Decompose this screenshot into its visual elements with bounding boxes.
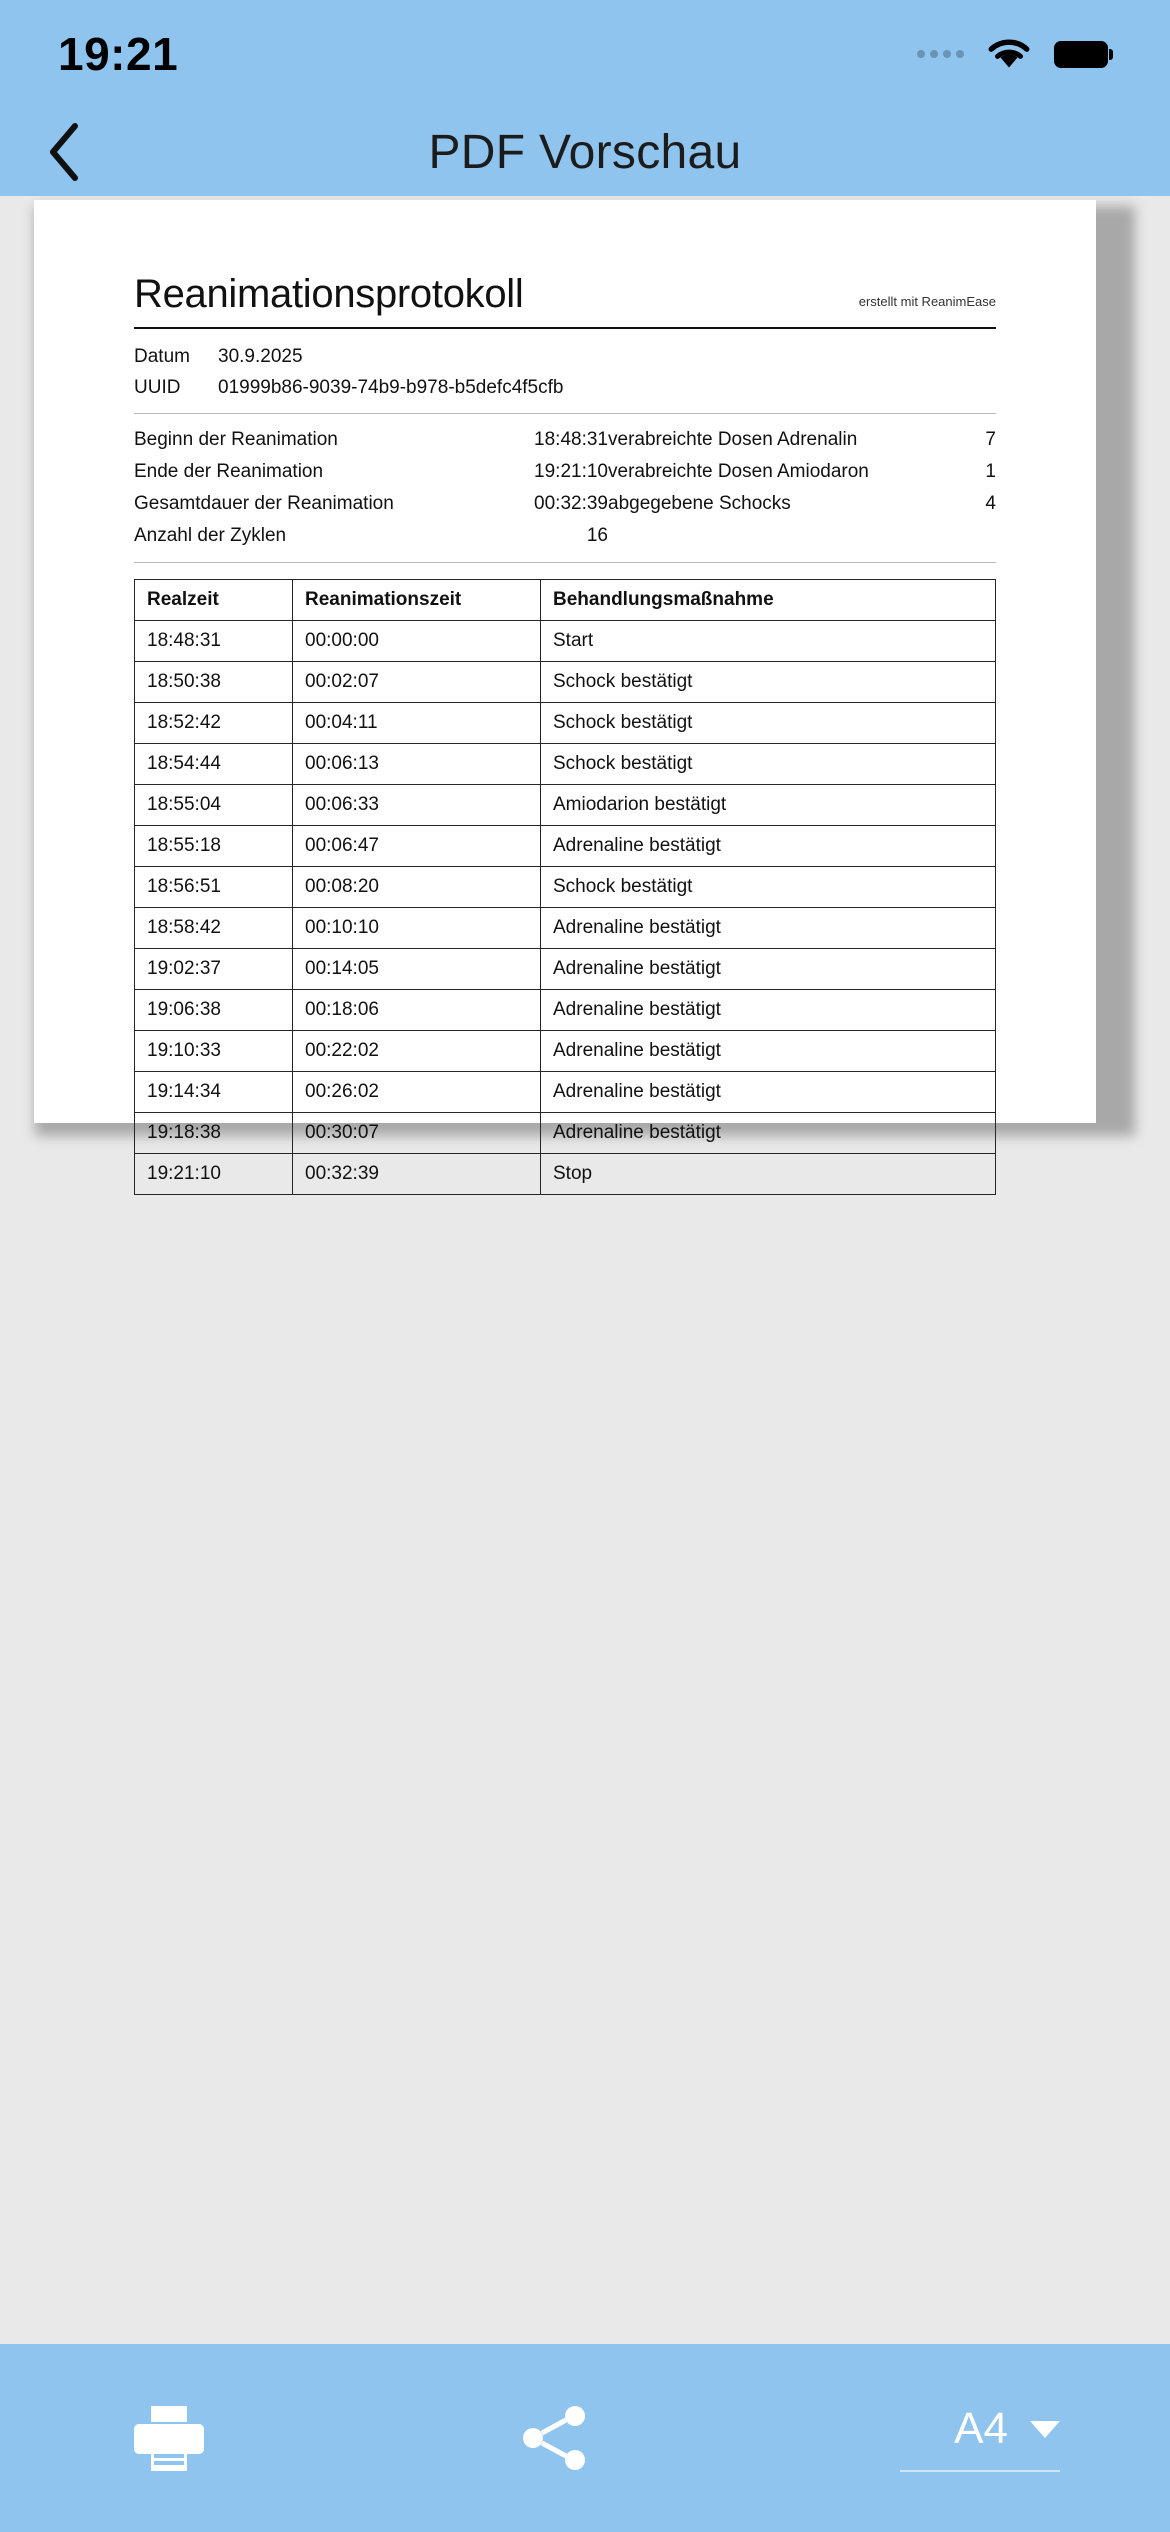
paper-size-selector[interactable] (900, 2404, 1060, 2472)
cell-realzeit: 18:48:31 (135, 621, 293, 662)
cell-reanimationszeit: 00:30:07 (293, 1113, 541, 1154)
wifi-icon (986, 37, 1032, 71)
summary-label: verabreichte Dosen Adrenalin (608, 429, 858, 450)
cell-massnahme: Adrenaline bestätigt (541, 1113, 996, 1154)
title-divider (134, 327, 996, 329)
back-button[interactable] (30, 117, 100, 187)
meta-label: Datum (134, 346, 190, 367)
table-row (135, 662, 996, 703)
summary-line (608, 456, 996, 488)
navigation-bar (0, 108, 1170, 196)
meta-value: 30.9.2025 (218, 346, 303, 367)
summary-block (134, 424, 996, 552)
summary-line (608, 424, 996, 456)
paper-size-label: A4 (954, 2404, 1008, 2453)
meta-row (134, 372, 996, 403)
cell-realzeit: 18:54:44 (135, 744, 293, 785)
cell-realzeit: 19:06:38 (135, 990, 293, 1031)
cell-reanimationszeit: 00:32:39 (293, 1154, 541, 1195)
status-bar (0, 0, 1170, 108)
table-row (135, 949, 996, 990)
summary-label: abgegebene Schocks (608, 493, 791, 514)
summary-value: 19:21:10 (534, 461, 608, 482)
cell-realzeit: 19:02:37 (135, 949, 293, 990)
caret-down-icon (1030, 2421, 1060, 2438)
cell-reanimationszeit: 00:22:02 (293, 1031, 541, 1072)
summary-value: 4 (985, 493, 996, 514)
print-button[interactable] (130, 2402, 208, 2474)
meta-divider (134, 413, 996, 414)
cell-massnahme: Schock bestätigt (541, 662, 996, 703)
status-indicators (917, 37, 1108, 71)
summary-label: Gesamtdauer der Reanimation (134, 493, 394, 514)
summary-line (608, 488, 996, 520)
table-row (135, 1113, 996, 1154)
table-body (135, 621, 996, 1195)
pdf-preview-area[interactable] (0, 196, 1170, 2344)
cell-realzeit: 18:55:18 (135, 826, 293, 867)
cell-realzeit: 18:50:38 (135, 662, 293, 703)
cell-reanimationszeit: 00:04:11 (293, 703, 541, 744)
summary-value: 18:48:31 (534, 429, 608, 450)
cell-massnahme: Amiodarion bestätigt (541, 785, 996, 826)
summary-line (134, 520, 608, 552)
table-row (135, 908, 996, 949)
cell-reanimationszeit: 00:08:20 (293, 867, 541, 908)
cell-massnahme: Adrenaline bestätigt (541, 1031, 996, 1072)
cell-reanimationszeit: 00:26:02 (293, 1072, 541, 1113)
cell-realzeit: 19:10:33 (135, 1031, 293, 1072)
cell-reanimationszeit: 00:00:00 (293, 621, 541, 662)
cell-massnahme: Adrenaline bestätigt (541, 826, 996, 867)
printer-icon (130, 2402, 208, 2474)
share-icon (516, 2400, 592, 2476)
document-title: Reanimationsprotokoll (134, 272, 524, 316)
cell-reanimationszeit: 00:18:06 (293, 990, 541, 1031)
table-row (135, 744, 996, 785)
cell-massnahme: Schock bestätigt (541, 744, 996, 785)
table-row (135, 867, 996, 908)
cell-reanimationszeit: 00:02:07 (293, 662, 541, 703)
column-header-realzeit: Realzeit (135, 580, 293, 621)
cell-realzeit: 19:21:10 (135, 1154, 293, 1195)
chevron-left-icon (45, 121, 85, 183)
cell-realzeit: 19:18:38 (135, 1113, 293, 1154)
cell-reanimationszeit: 00:06:33 (293, 785, 541, 826)
cell-realzeit: 18:56:51 (135, 867, 293, 908)
table-row (135, 1072, 996, 1113)
bottom-toolbar (0, 2344, 1170, 2532)
cell-realzeit: 19:14:34 (135, 1072, 293, 1113)
battery-full-icon (1054, 41, 1108, 68)
cell-massnahme: Adrenaline bestätigt (541, 990, 996, 1031)
cell-reanimationszeit: 00:06:13 (293, 744, 541, 785)
summary-label: Anzahl der Zyklen (134, 525, 287, 546)
cell-massnahme: Schock bestätigt (541, 867, 996, 908)
meta-row (134, 341, 996, 372)
cell-realzeit: 18:55:04 (135, 785, 293, 826)
summary-value: 1 (985, 461, 996, 482)
summary-column-left (134, 424, 608, 552)
table-row (135, 621, 996, 662)
cell-massnahme: Adrenaline bestätigt (541, 908, 996, 949)
column-header-reanimationszeit: Reanimationszeit (293, 580, 541, 621)
summary-label: verabreichte Dosen Amiodaron (608, 461, 869, 482)
protocol-table (134, 579, 996, 1195)
table-row (135, 785, 996, 826)
meta-value: 01999b86-9039-74b9-b978-b5defc4f5cfb (218, 377, 564, 398)
pdf-page (34, 200, 1096, 1184)
summary-value: 7 (985, 429, 996, 450)
summary-line (134, 488, 608, 520)
column-header-massnahme: Behandlungsmaßnahme (541, 580, 996, 621)
share-button[interactable] (516, 2400, 592, 2476)
document-header (134, 272, 996, 317)
cell-reanimationszeit: 00:10:10 (293, 908, 541, 949)
cell-reanimationszeit: 00:06:47 (293, 826, 541, 867)
summary-value: 16 (586, 525, 608, 546)
table-row (135, 826, 996, 867)
summary-label: Beginn der Reanimation (134, 429, 338, 450)
signal-dots-icon (917, 50, 964, 58)
cell-reanimationszeit: 00:14:05 (293, 949, 541, 990)
summary-line (134, 456, 608, 488)
table-header-row (135, 580, 996, 621)
meta-label: UUID (134, 377, 181, 398)
cell-massnahme: Adrenaline bestätigt (541, 949, 996, 990)
summary-divider (134, 562, 996, 563)
table-row (135, 703, 996, 744)
summary-value: 00:32:39 (534, 493, 608, 514)
cell-realzeit: 18:58:42 (135, 908, 293, 949)
cell-massnahme: Start (541, 621, 996, 662)
summary-line (134, 424, 608, 456)
table-row (135, 990, 996, 1031)
summary-column-right (608, 424, 996, 552)
cell-massnahme: Schock bestätigt (541, 703, 996, 744)
cell-massnahme: Adrenaline bestätigt (541, 1072, 996, 1113)
summary-label: Ende der Reanimation (134, 461, 324, 482)
document-meta (134, 341, 996, 403)
document-credit: erstellt mit ReanimEase (858, 294, 996, 309)
status-time: 19:21 (58, 28, 179, 80)
table-row (135, 1031, 996, 1072)
cell-realzeit: 18:52:42 (135, 703, 293, 744)
cell-massnahme: Stop (541, 1154, 996, 1195)
table-row (135, 1154, 996, 1195)
page-title: PDF Vorschau (428, 125, 742, 179)
